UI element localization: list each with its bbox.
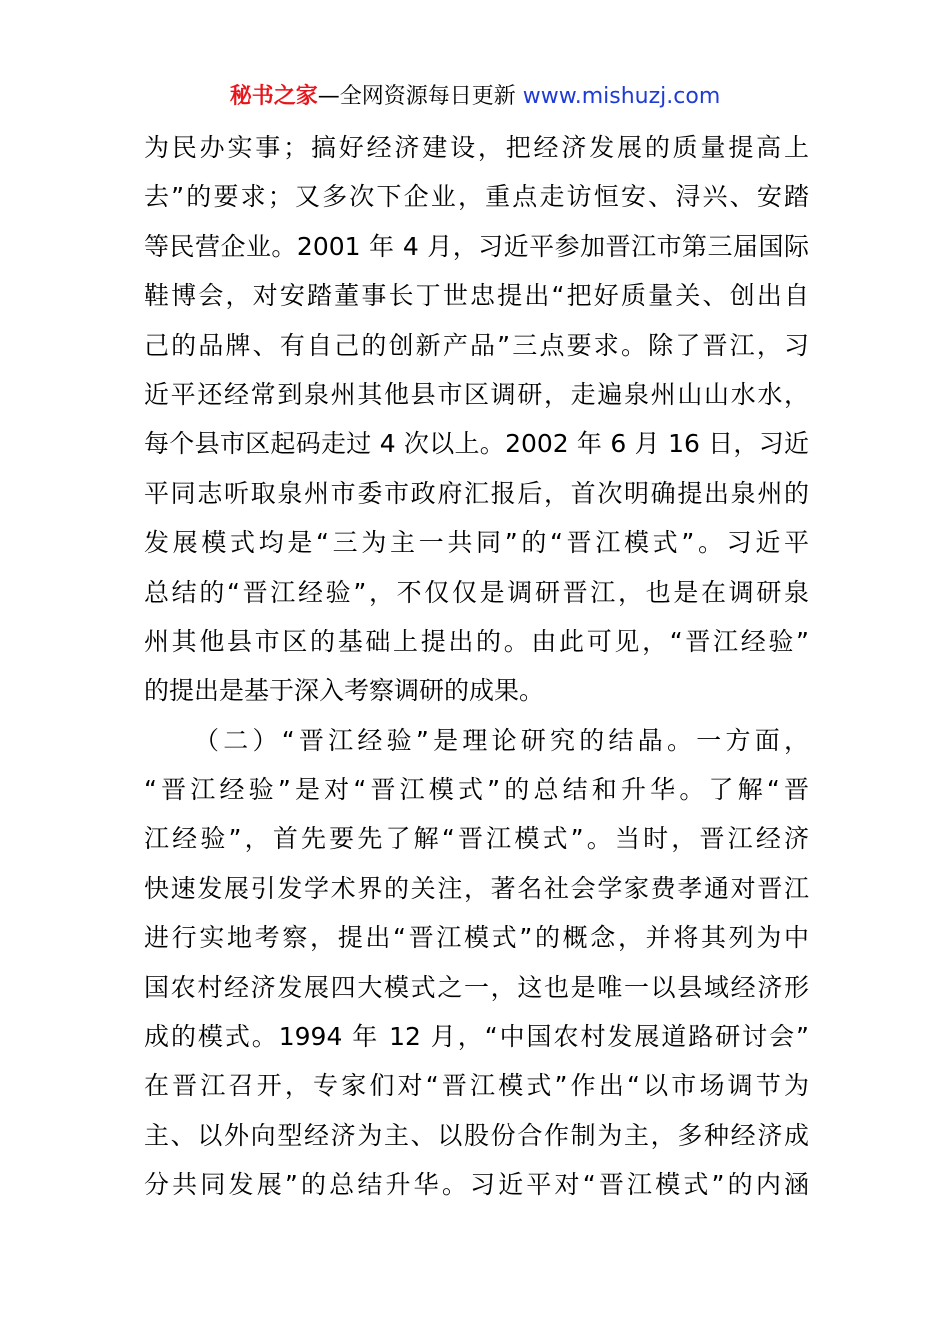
text-line: 发展模式均是“三为主一共同”的“晋江模式”。习近平 (144, 528, 809, 558)
text-line: 成的模式。1994 年 12 月，“中国农村发展道路研讨会” (144, 1022, 809, 1052)
text-line: 平同志听取泉州市委市政府汇报后，首次明确提出泉州的 (144, 478, 809, 508)
text-line: 近平还经常到泉州其他县市区调研，走遍泉州山山水水， (144, 379, 809, 409)
text-line: 总结的“晋江经验”，不仅仅是调研晋江，也是在调研泉 (144, 577, 809, 607)
header-tagline: —全网资源每日更新 (317, 84, 516, 109)
text-line: 主、以外向型经济为主、以股份合作制为主，多种经济成 (144, 1120, 809, 1150)
text-line: 为民办实事；搞好经济建设，把经济发展的质量提高上 (144, 133, 809, 162)
text-line: 州其他县市区的基础上提出的。由此可见，“晋江经验” (144, 626, 809, 656)
text-line: “晋江经验”是对“晋江模式”的总结和升华。了解“晋 (144, 775, 809, 805)
text-line: 己的品牌、有自己的创新产品”三点要求。除了晋江，习 (144, 330, 809, 360)
text-line: 在晋江召开，专家们对“晋江模式”作出“以市场调节为 (144, 1071, 809, 1101)
page-header (0, 82, 950, 112)
text-line: 国农村经济发展四大模式之一，这也是唯一以县域经济形 (144, 972, 809, 1002)
text-line: 等民营企业。2001 年 4 月，习近平参加晋江市第三届国际 (144, 231, 809, 261)
text-line: 鞋博会，对安踏董事长丁世忠提出“把好质量关、创出自 (144, 281, 809, 311)
section-heading-line: （二）“晋江经验”是理论研究的结晶。一方面， (194, 725, 809, 755)
site-url-link[interactable]: www.mishuzj.com (522, 84, 721, 109)
brand-name: 秘书之家 (229, 84, 318, 109)
text-line: 去”的要求；又多次下企业，重点走访恒安、浔兴、安踏 (144, 182, 809, 212)
text-line: 进行实地考察，提出“晋江模式”的概念，并将其列为中 (144, 923, 809, 953)
document-body (144, 123, 809, 1210)
text-line: 快速发展引发学术界的关注，著名社会学家费孝通对晋江 (144, 873, 809, 903)
text-line: 分共同发展”的总结升华。习近平对“晋江模式”的内涵 (144, 1170, 809, 1200)
text-line: 的提出是基于深入考察调研的成果。 (144, 676, 545, 706)
text-line: 每个县市区起码走过 4 次以上。2002 年 6 月 16 日，习近 (144, 429, 809, 459)
text-line: 江经验”，首先要先了解“晋江模式”。当时，晋江经济 (144, 824, 809, 854)
